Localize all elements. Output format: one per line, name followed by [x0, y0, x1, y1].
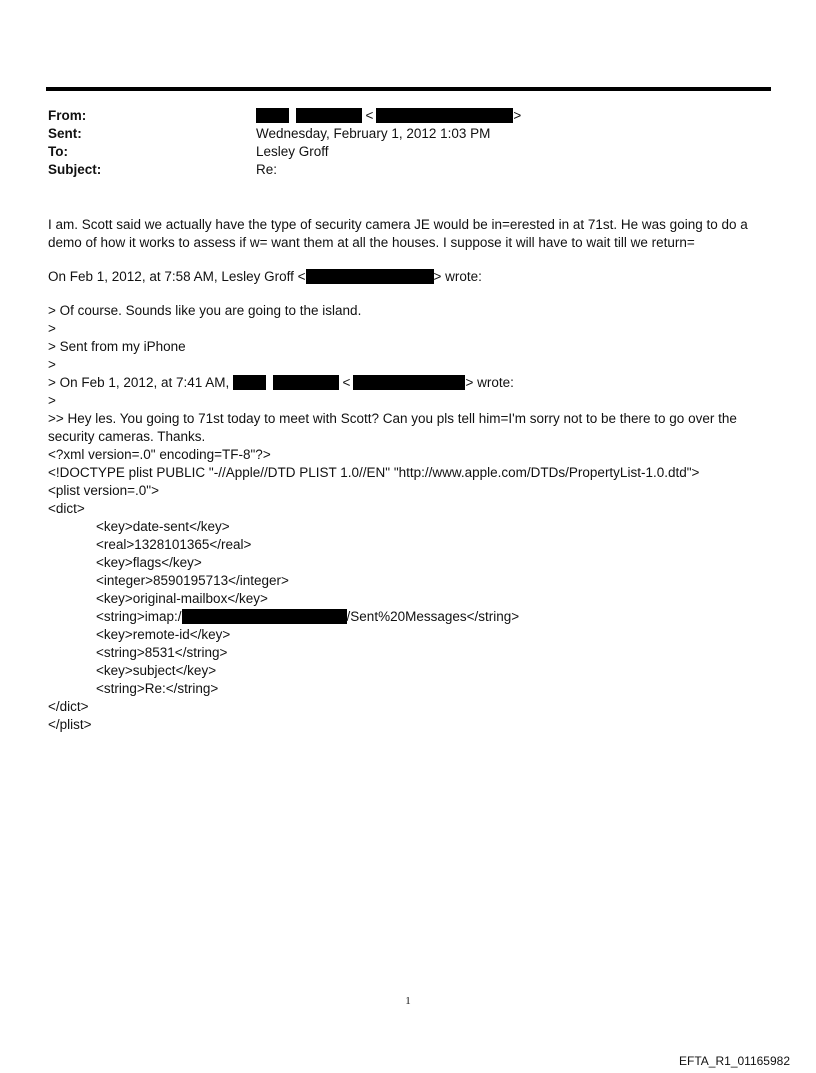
from-bracket-open: <: [365, 108, 374, 123]
from-bracket-close: >: [513, 108, 522, 123]
sent-value: Wednesday, February 1, 2012 1:03 PM: [256, 126, 491, 141]
quote-line: > Sent from my iPhone: [48, 339, 186, 354]
redaction-box: [296, 108, 362, 123]
redaction-box: [233, 375, 266, 390]
redaction-box: [376, 108, 513, 123]
email-header: [48, 107, 748, 179]
quote-attribution-end: > wrote:: [465, 375, 514, 390]
xml-line: <key>date-sent</key>: [96, 519, 230, 534]
page-number: 1: [405, 995, 411, 1007]
xml-mailbox-end: /Sent%20Messages</string>: [346, 609, 520, 624]
xml-mailbox-start: <string>imap:/: [96, 609, 182, 624]
quote-bracket-open: <: [342, 375, 351, 390]
quote-attribution-text: > On Feb 1, 2012, at 7:41 AM,: [48, 375, 230, 390]
from-value: [256, 107, 521, 125]
to-label: To:: [48, 144, 68, 159]
redaction-box: [182, 609, 347, 624]
sent-label: Sent:: [48, 126, 82, 141]
redaction-box: [256, 108, 289, 123]
reply-intro-end: > wrote:: [433, 269, 482, 284]
xml-line: <key>remote-id</key>: [96, 627, 231, 642]
quote-line-attribution: [48, 374, 768, 392]
xml-line-mailbox: [48, 608, 768, 626]
from-row: [48, 107, 748, 125]
xml-line: <key>flags</key>: [96, 555, 202, 570]
to-row: [48, 143, 748, 161]
redaction-box: [353, 375, 465, 390]
sent-row: [48, 125, 748, 143]
xml-line: <real>1328101365</real>: [96, 537, 252, 552]
quote-line: >: [48, 357, 56, 372]
message-paragraph: I am. Scott said we actually have the type of security camera JE would be in=erested in at 71st. He was going to do a demo of how it works to assess if w= want them at all the houses. I suppose it will have to wait till we return=: [48, 217, 748, 250]
xml-line: <plist version=.0">: [48, 483, 159, 498]
bates-number: EFTA_R1_01165982: [679, 1054, 790, 1068]
xml-line: <dict>: [48, 501, 85, 516]
xml-line: <key>original-mailbox</key>: [96, 591, 268, 606]
subject-label: Subject:: [48, 162, 102, 177]
xml-line: <string>8531</string>: [96, 645, 228, 660]
quote-line: >: [48, 321, 56, 336]
to-value: Lesley Groff: [256, 144, 329, 159]
quote-line: >> Hey les. You going to 71st today to meet with Scott? Can you pls tell him=I'm sorry not to be there to go over the security cameras. Thanks.: [48, 411, 737, 444]
xml-line: </dict>: [48, 699, 89, 714]
reply-intro-text: On Feb 1, 2012, at 7:58 AM, Lesley Groff <: [48, 269, 306, 284]
xml-line: <!DOCTYPE plist PUBLIC "-//Apple//DTD PLIST 1.0//EN" "http://www.apple.com/DTDs/PropertyList-1.0.dtd">: [48, 465, 700, 480]
header-rule: [46, 87, 771, 91]
redaction-box: [273, 375, 339, 390]
email-body: [48, 216, 768, 734]
subject-row: [48, 161, 748, 179]
xml-line: <key>subject</key>: [96, 663, 217, 678]
quote-line: >: [48, 393, 56, 408]
reply-intro: [48, 268, 768, 286]
xml-line: <integer>8590195713</integer>: [96, 573, 289, 588]
redaction-box: [306, 269, 434, 284]
from-label: From:: [48, 108, 87, 123]
xml-line: </plist>: [48, 717, 92, 732]
xml-line: <?xml version=.0" encoding=TF-8"?>: [48, 447, 271, 462]
subject-value: Re:: [256, 162, 278, 177]
quote-line: > Of course. Sounds like you are going to the island.: [48, 303, 362, 318]
xml-line: <string>Re:</string>: [96, 681, 219, 696]
